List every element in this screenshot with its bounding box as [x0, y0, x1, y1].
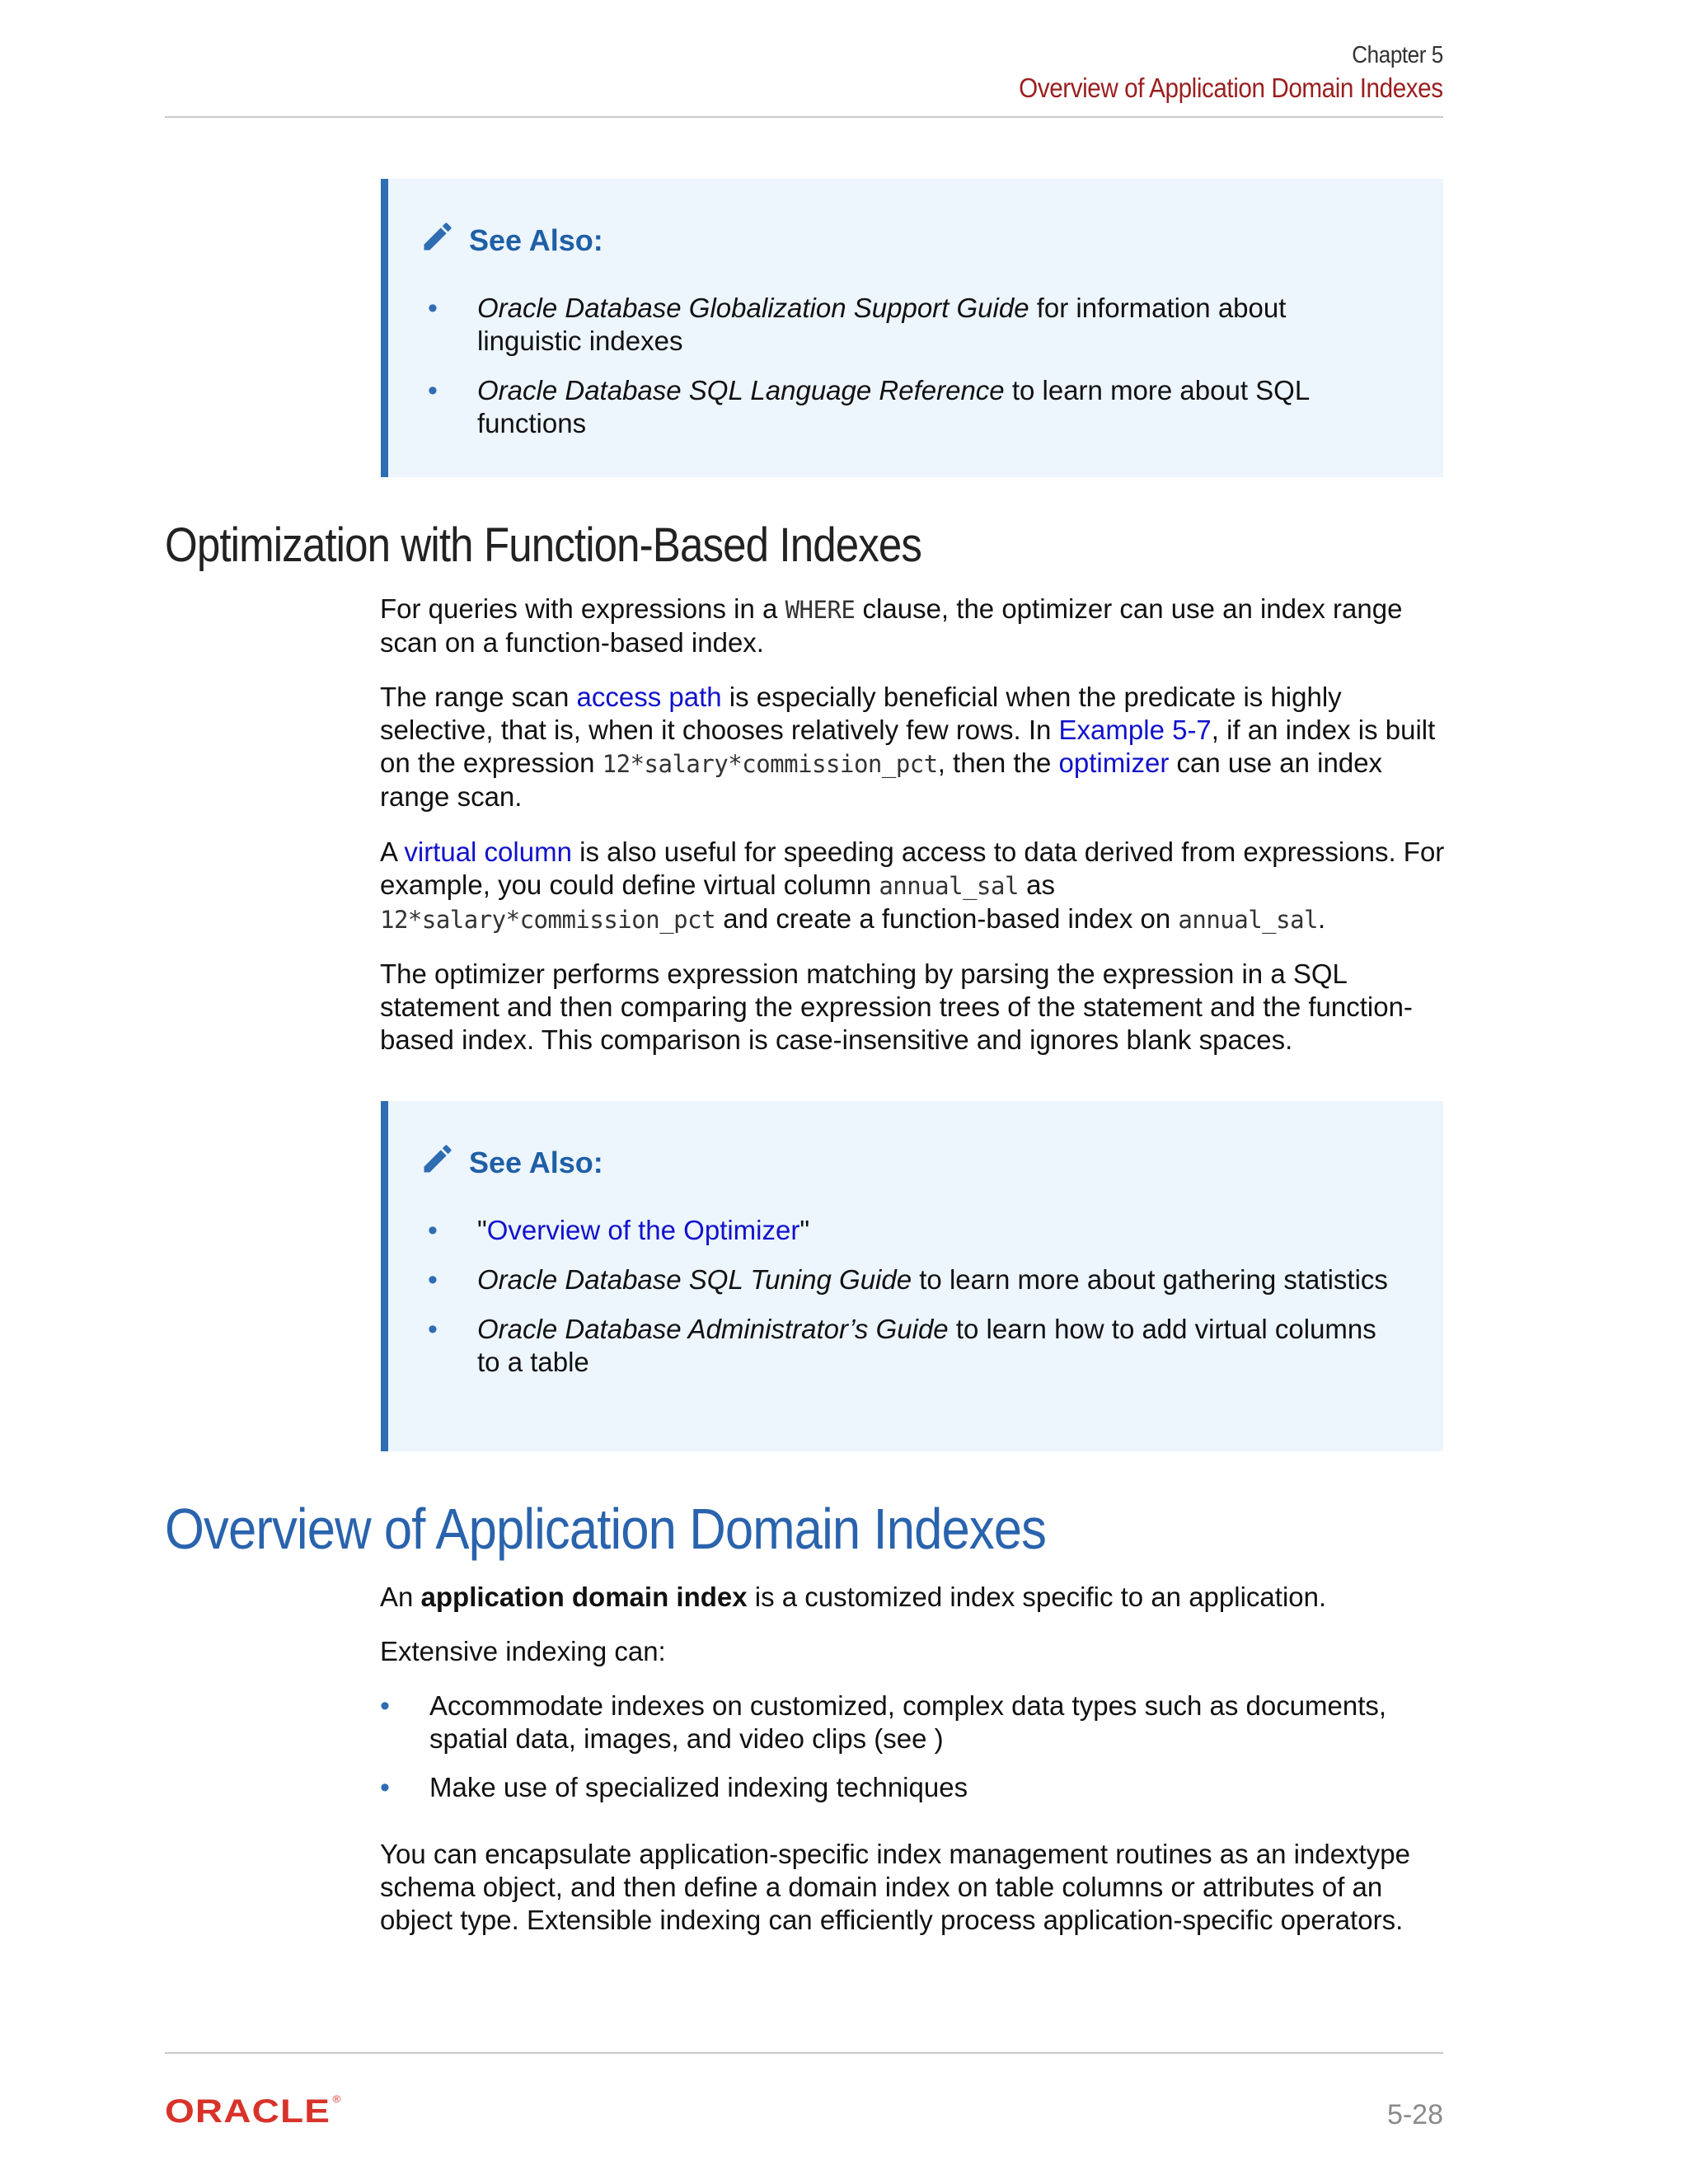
code: 12*salary*commission_pct [380, 906, 716, 934]
virtual-column-link[interactable]: virtual column [404, 837, 572, 867]
note-title [420, 1141, 603, 1184]
list-item-text: for information about linguistic indexes [477, 293, 1287, 356]
registered-mark: ® [332, 2093, 342, 2105]
text: can use an index range scan. [380, 748, 1383, 812]
text: as [1018, 869, 1055, 900]
list-item: • Make use of specialized indexing techniques [429, 1771, 1451, 1804]
oracle-logo [165, 2093, 342, 2130]
paragraph [380, 1581, 1451, 1614]
code: 12*salary*commission_pct [602, 750, 938, 778]
footer-divider [165, 2052, 1443, 2054]
note-title [420, 218, 603, 262]
book-title: Oracle Database SQL Language Reference [477, 375, 1005, 405]
text: , then the [937, 748, 1059, 778]
paragraph: You can encapsulate application-specific index management routines as an indextype schema object, and then define a domain index on table columns or attributes of an object type. Extensible indexing can efficiently process application-specific operators. [380, 1839, 1410, 1935]
logo-text: ORACLE [165, 2093, 331, 2130]
text: is also useful for speeding access to data derived from expressions. For example, you could define virtual column [380, 837, 1445, 900]
list-item [477, 292, 1394, 358]
list-item [477, 1313, 1394, 1379]
header-chapter: Chapter 5 [1352, 42, 1443, 68]
note-title-text: See Also: [469, 1145, 603, 1179]
text: , if an index is built on the expression [380, 715, 1436, 778]
header-divider [165, 116, 1443, 118]
pencil-icon [420, 1141, 456, 1184]
text: For queries with expressions in a [380, 593, 785, 624]
text: and create a function-based index on [715, 903, 1179, 934]
overview-optimizer-link[interactable]: Overview of the Optimizer [486, 1215, 800, 1245]
paragraph [380, 836, 1451, 936]
list-item [477, 1263, 1394, 1296]
list-item [477, 1214, 1394, 1247]
example-link[interactable]: Example 5-7 [1058, 715, 1212, 745]
see-also-note [381, 1101, 1443, 1451]
list-item-text: to learn more about SQL functions [477, 375, 1309, 438]
pencil-icon [420, 218, 456, 262]
book-title: Oracle Database Administrator’s Guide [477, 1314, 949, 1344]
text: " [799, 1215, 810, 1245]
text: is a customized index specific to an application. [747, 1582, 1327, 1612]
optimizer-link[interactable]: optimizer [1058, 748, 1170, 778]
text: The range scan [380, 682, 577, 712]
paragraph: Extensive indexing can: [380, 1636, 666, 1666]
code: annual_sal [879, 872, 1019, 900]
page-number: 5-28 [1386, 2099, 1443, 2130]
note-list [477, 1214, 1394, 1395]
see-also-note [381, 179, 1443, 477]
text: . [1318, 903, 1326, 934]
note-list [477, 292, 1394, 457]
paragraph [380, 593, 1451, 659]
section-heading: Overview of Application Domain Indexes [165, 1497, 1047, 1561]
text: " [477, 1215, 487, 1245]
book-title: Oracle Database Globalization Support Guide [477, 293, 1029, 323]
section-heading: Optimization with Function-Based Indexes [165, 518, 922, 572]
list-item-text: to learn how to add virtual columns to a table [477, 1314, 1376, 1377]
text: An [380, 1582, 421, 1612]
text: clause, the optimizer can use an index range scan on a function-based index. [380, 593, 1403, 658]
access-path-link[interactable]: access path [576, 682, 722, 712]
book-title: Oracle Database SQL Tuning Guide [477, 1264, 912, 1295]
code: annual_sal [1178, 906, 1319, 934]
term: application domain index [420, 1582, 748, 1612]
paragraph [380, 681, 1451, 813]
code: WHERE [785, 596, 856, 624]
paragraph: The optimizer performs expression matching by parsing the expression in a SQL statement and then comparing the expression trees of the statement and the function-based index. This comparison is case-insensitive and ignores blank spaces. [380, 958, 1413, 1055]
text: A [380, 837, 405, 867]
note-title-text: See Also: [469, 223, 603, 257]
list-item-text: to learn more about gathering statistics [912, 1264, 1388, 1295]
list-item [477, 374, 1394, 440]
bullet-list [429, 1690, 1451, 1804]
header-section-title: Overview of Application Domain Indexes [1019, 73, 1443, 103]
text: is especially beneficial when the predicate is highly selective, that is, when it chooses relatively few rows. In [380, 682, 1342, 745]
list-item: • Accommodate indexes on customized, complex data types such as documents, spatial data, images, and video clips (see ) [429, 1690, 1451, 1755]
